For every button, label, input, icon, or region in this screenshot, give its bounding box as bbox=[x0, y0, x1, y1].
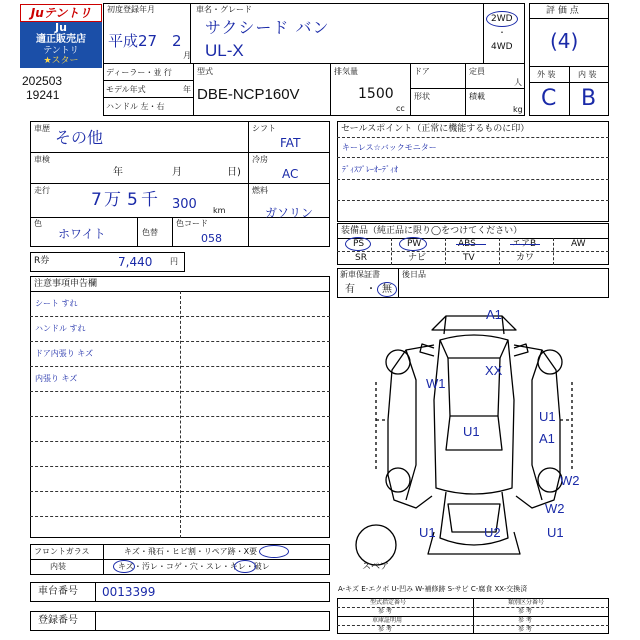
regno-label: 登録番号 bbox=[38, 615, 78, 626]
spare-label: スペア bbox=[362, 562, 390, 572]
dmg-w1-left: W1 bbox=[426, 376, 446, 391]
displacement-label: 排気量 bbox=[334, 67, 358, 76]
type-value: DBE-NCP160V bbox=[197, 86, 300, 103]
ext-label: 外 装 bbox=[537, 70, 556, 79]
dealer-text: 適正販売店 bbox=[36, 34, 86, 45]
history-label: 車歴 bbox=[34, 124, 50, 133]
inspection-label: 車検 bbox=[34, 155, 50, 164]
drive-2wd-circle bbox=[486, 11, 518, 27]
int-label: 内 装 bbox=[578, 70, 597, 79]
cooling-value: AC bbox=[282, 167, 299, 181]
mileage-sen: 千 bbox=[141, 190, 158, 210]
car-label: 車名・グレード bbox=[196, 5, 252, 14]
stamp-a: 型式指定番号 bbox=[370, 599, 407, 606]
car-name: サクシード バン bbox=[205, 18, 330, 37]
model-year-label: モデル年式 bbox=[106, 85, 146, 94]
glass-label: フロントガラス bbox=[34, 547, 90, 556]
glass-options: キズ・飛石・ヒビ割・リペア跡・X要 bbox=[124, 547, 258, 556]
capacity-label: 定員 bbox=[469, 67, 485, 76]
mileage-a: 7 bbox=[91, 190, 102, 210]
recycle-label: R券 bbox=[34, 256, 50, 266]
recycle-unit: 円 bbox=[170, 257, 178, 266]
damage-legend: A-キズ E-エクボ U-凹み W-補修跡 S-サビ C-腐食 XX-交換済 bbox=[338, 585, 528, 593]
dmg-xx-roof: XX bbox=[485, 363, 503, 378]
grade-label: 評 価 点 bbox=[546, 6, 579, 16]
dmg-w2-rearright: W2 bbox=[545, 501, 565, 516]
fuel-label: 燃料 bbox=[252, 186, 268, 195]
note-item-3: ドア内張り キズ bbox=[35, 349, 94, 358]
equipment-label: 装備品（純正品に限り◯をつけてください） bbox=[341, 226, 523, 236]
color-value: ホワイト bbox=[58, 227, 106, 241]
frame-value: 0013399 bbox=[102, 585, 156, 599]
color-label: 色 bbox=[34, 219, 42, 228]
stamp-e: 車庫証明用 bbox=[372, 617, 403, 624]
warranty-label: 新車保証書 bbox=[340, 270, 380, 279]
repaint-label: 色替 bbox=[142, 228, 158, 237]
dmg-u1-rearright: U1 bbox=[547, 525, 564, 540]
frame-label: 車台番号 bbox=[38, 586, 78, 597]
sales-item-1: キーレス☆バックモニター bbox=[342, 143, 437, 152]
stamp-f: 参 考 bbox=[518, 617, 532, 624]
sales-item-2: ﾃﾞｨｽﾌﾟﾚｰｵｰﾃﾞｨｵ bbox=[342, 165, 398, 174]
interior-scuff-circle bbox=[234, 560, 256, 573]
warranty-has: 有 bbox=[345, 284, 355, 295]
interior-options: キズ・汚レ・コゲ・穴・スレ・キレ・破レ bbox=[118, 562, 270, 571]
dmg-u2-rear: U2 bbox=[484, 525, 501, 540]
warranty-dot: ・ bbox=[366, 284, 376, 295]
cooling-label: 冷房 bbox=[252, 155, 268, 164]
recycle-value: 7,440 bbox=[118, 255, 153, 269]
warranty-none-circle bbox=[377, 282, 397, 297]
drive-2wd: 2WD bbox=[491, 14, 513, 24]
after-label: 後日品 bbox=[402, 270, 426, 279]
kg-unit: kg bbox=[513, 105, 523, 114]
dealer-label: ディーラー・並 行 bbox=[106, 68, 172, 77]
mileage-label: 走行 bbox=[34, 186, 50, 195]
mileage-b: 5 bbox=[127, 190, 138, 210]
stamp-g: 参 考 bbox=[378, 626, 392, 633]
shift-value: FAT bbox=[280, 136, 301, 150]
stamp-b: 類別区分番号 bbox=[508, 599, 545, 606]
color-code-value: 058 bbox=[201, 232, 222, 245]
int-grade: B bbox=[581, 86, 597, 111]
lot-line-1: 202503 bbox=[22, 74, 63, 88]
inspection-year: 年 bbox=[113, 167, 123, 178]
interior-scratch-circle bbox=[113, 560, 135, 573]
stamp-c: 参 考 bbox=[378, 608, 392, 615]
shape-label: 形状 bbox=[414, 92, 430, 101]
load-label: 積載 bbox=[469, 92, 485, 101]
equip-abs: ABS bbox=[458, 239, 476, 249]
dmg-u1-rearleft: U1 bbox=[419, 525, 436, 540]
pw-circle bbox=[399, 237, 427, 251]
car-grade: UL-X bbox=[205, 41, 244, 60]
lot-number bbox=[22, 74, 62, 102]
recycle-box bbox=[30, 252, 185, 272]
equip-tv: TV bbox=[463, 253, 475, 263]
person-unit: 人 bbox=[514, 78, 522, 87]
stamp-d: 参 考 bbox=[518, 608, 532, 615]
inspection-day: 日) bbox=[227, 167, 241, 178]
displacement-unit: cc bbox=[396, 104, 405, 113]
ps-circle bbox=[345, 237, 371, 251]
tentori-text: テントリ bbox=[43, 46, 79, 56]
drive-4wd: 4WD bbox=[491, 42, 513, 52]
reg-month-unit: 月 bbox=[183, 51, 191, 60]
door-label: ドア bbox=[414, 67, 430, 76]
lot-line-2: 19241 bbox=[26, 88, 60, 102]
fuel-value: ガソリン bbox=[265, 206, 314, 220]
warranty-none: 無 bbox=[382, 284, 392, 295]
glass-repair-circle bbox=[259, 545, 289, 558]
equip-navi: ナビ bbox=[408, 253, 427, 263]
history-value: その他 bbox=[55, 128, 104, 147]
shift-label: シフト bbox=[252, 124, 276, 133]
displacement-value: 1500 bbox=[358, 86, 394, 102]
model-year-unit: 年 bbox=[183, 85, 191, 94]
km-unit: km bbox=[213, 206, 226, 215]
drive-dot: ・ bbox=[498, 28, 506, 37]
notes-label: 注意事項申告欄 bbox=[34, 279, 98, 289]
dmg-a1-front: A1 bbox=[486, 307, 502, 322]
note-item-4: 内張り キズ bbox=[35, 374, 78, 383]
interior-label: 内装 bbox=[50, 562, 66, 571]
color-code-label: 色コード bbox=[176, 219, 208, 228]
dmg-u1-right: U1 bbox=[539, 409, 556, 424]
equip-leather: カワ bbox=[516, 253, 535, 263]
dmg-u1-center: U1 bbox=[463, 424, 480, 439]
roof-outline bbox=[434, 335, 514, 494]
brand-logo: Juテントリ bbox=[20, 4, 102, 22]
equip-airbag: エアB bbox=[512, 239, 537, 249]
type-label: 型式 bbox=[197, 67, 213, 76]
mileage-man: 万 bbox=[104, 190, 121, 210]
ext-grade: C bbox=[541, 86, 557, 111]
inspection-month: 月 bbox=[172, 167, 182, 178]
note-item-2: ハンドル すれ bbox=[35, 324, 86, 333]
mileage-c: 300 bbox=[172, 197, 197, 212]
equip-ps: PS bbox=[353, 239, 365, 249]
reg-era: 平成27 bbox=[108, 32, 158, 50]
reg-label: 初度登録年月 bbox=[107, 5, 155, 14]
spare-tire bbox=[356, 525, 396, 565]
dealer-logo bbox=[20, 22, 102, 68]
grade-score: (4) bbox=[550, 29, 579, 53]
stamp-h: 参 考 bbox=[518, 626, 532, 633]
star-text: ★スター bbox=[43, 56, 79, 66]
dmg-w2-right: W2 bbox=[560, 473, 580, 488]
car-diagram bbox=[336, 300, 610, 580]
equip-aw: AW bbox=[571, 239, 586, 249]
dmg-a1-right: A1 bbox=[539, 431, 555, 446]
equip-pw: PW bbox=[407, 239, 422, 249]
handle-label: ハンドル 左・右 bbox=[106, 102, 165, 111]
equip-sr: SR bbox=[355, 253, 367, 263]
reg-month: 2 bbox=[172, 32, 182, 50]
note-item-1: シート すれ bbox=[35, 299, 78, 308]
sales-label: セールスポイント（正常に機能するものに印） bbox=[341, 124, 530, 134]
ju-mark: Ju bbox=[55, 21, 67, 34]
